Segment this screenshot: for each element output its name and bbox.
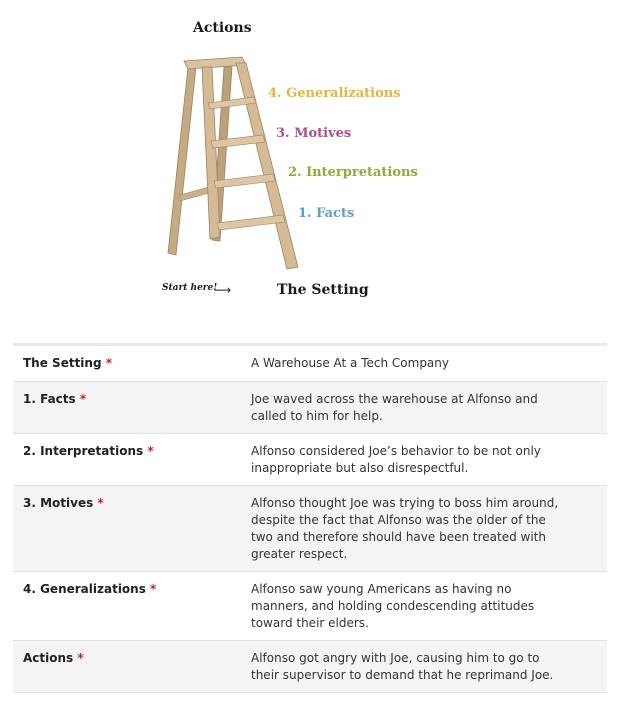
row-label <box>13 486 251 572</box>
row-label-text: The Setting <box>23 356 102 370</box>
rung-label-generalizations: 4. Generalizations <box>268 86 401 101</box>
table-row <box>13 382 607 434</box>
rung-label-facts: 1. Facts <box>298 206 355 221</box>
row-label-text: 3. Motives <box>23 496 94 510</box>
ladder-table <box>13 343 607 693</box>
ladder-top-label: Actions <box>193 20 252 36</box>
table-row <box>13 641 607 693</box>
row-label-text: 2. Interpretations <box>23 444 144 458</box>
rung-label-interpretations: 2. Interpretations <box>288 165 418 180</box>
required-marker: * <box>105 356 113 370</box>
row-label <box>13 434 251 486</box>
required-marker: * <box>97 496 104 510</box>
row-label <box>13 345 251 382</box>
row-label <box>13 641 251 693</box>
ladder-bottom-label: The Setting <box>277 282 369 298</box>
ladder-rung-1 <box>217 215 285 230</box>
ladder-diagram <box>0 0 617 330</box>
row-label-text: 4. Generalizations <box>23 582 146 596</box>
start-arrow-icon: ⟶ <box>214 283 232 297</box>
row-label <box>13 572 251 641</box>
required-marker: * <box>147 444 154 458</box>
row-label-text: 1. Facts <box>23 392 76 406</box>
required-marker: * <box>77 651 84 665</box>
start-here-label: Start here! <box>162 283 218 293</box>
row-value: Alfonso got angry with Joe, causing him to go to their supervisor to demand that he reprimand Joe. <box>251 641 607 693</box>
ladder-front-rail-left <box>202 67 220 239</box>
row-value: Alfonso considered Joe’s behavior to be not only inappropriate but also disrespectful. <box>251 434 607 486</box>
table-row <box>13 434 607 486</box>
rung-label-motives: 3. Motives <box>276 126 352 141</box>
row-value: Alfonso saw young Americans as having no manners, and holding condescending attitudes toward their elders. <box>251 572 607 641</box>
row-value: A Warehouse At a Tech Company <box>251 345 607 382</box>
table-row <box>13 572 607 641</box>
table-row <box>13 486 607 572</box>
table-row <box>13 345 607 382</box>
required-marker: * <box>79 392 87 406</box>
row-label-text: Actions <box>23 651 74 665</box>
row-value: Joe waved across the warehouse at Alfonso and called to him for help. <box>251 382 607 434</box>
required-marker: * <box>150 582 157 596</box>
row-value: Alfonso thought Joe was trying to boss him around, despite the fact that Alfonso was the older of the two and therefore should have been treated with greater respect. <box>251 486 607 572</box>
row-label <box>13 382 251 434</box>
ladder-back-leg-left <box>168 67 196 255</box>
